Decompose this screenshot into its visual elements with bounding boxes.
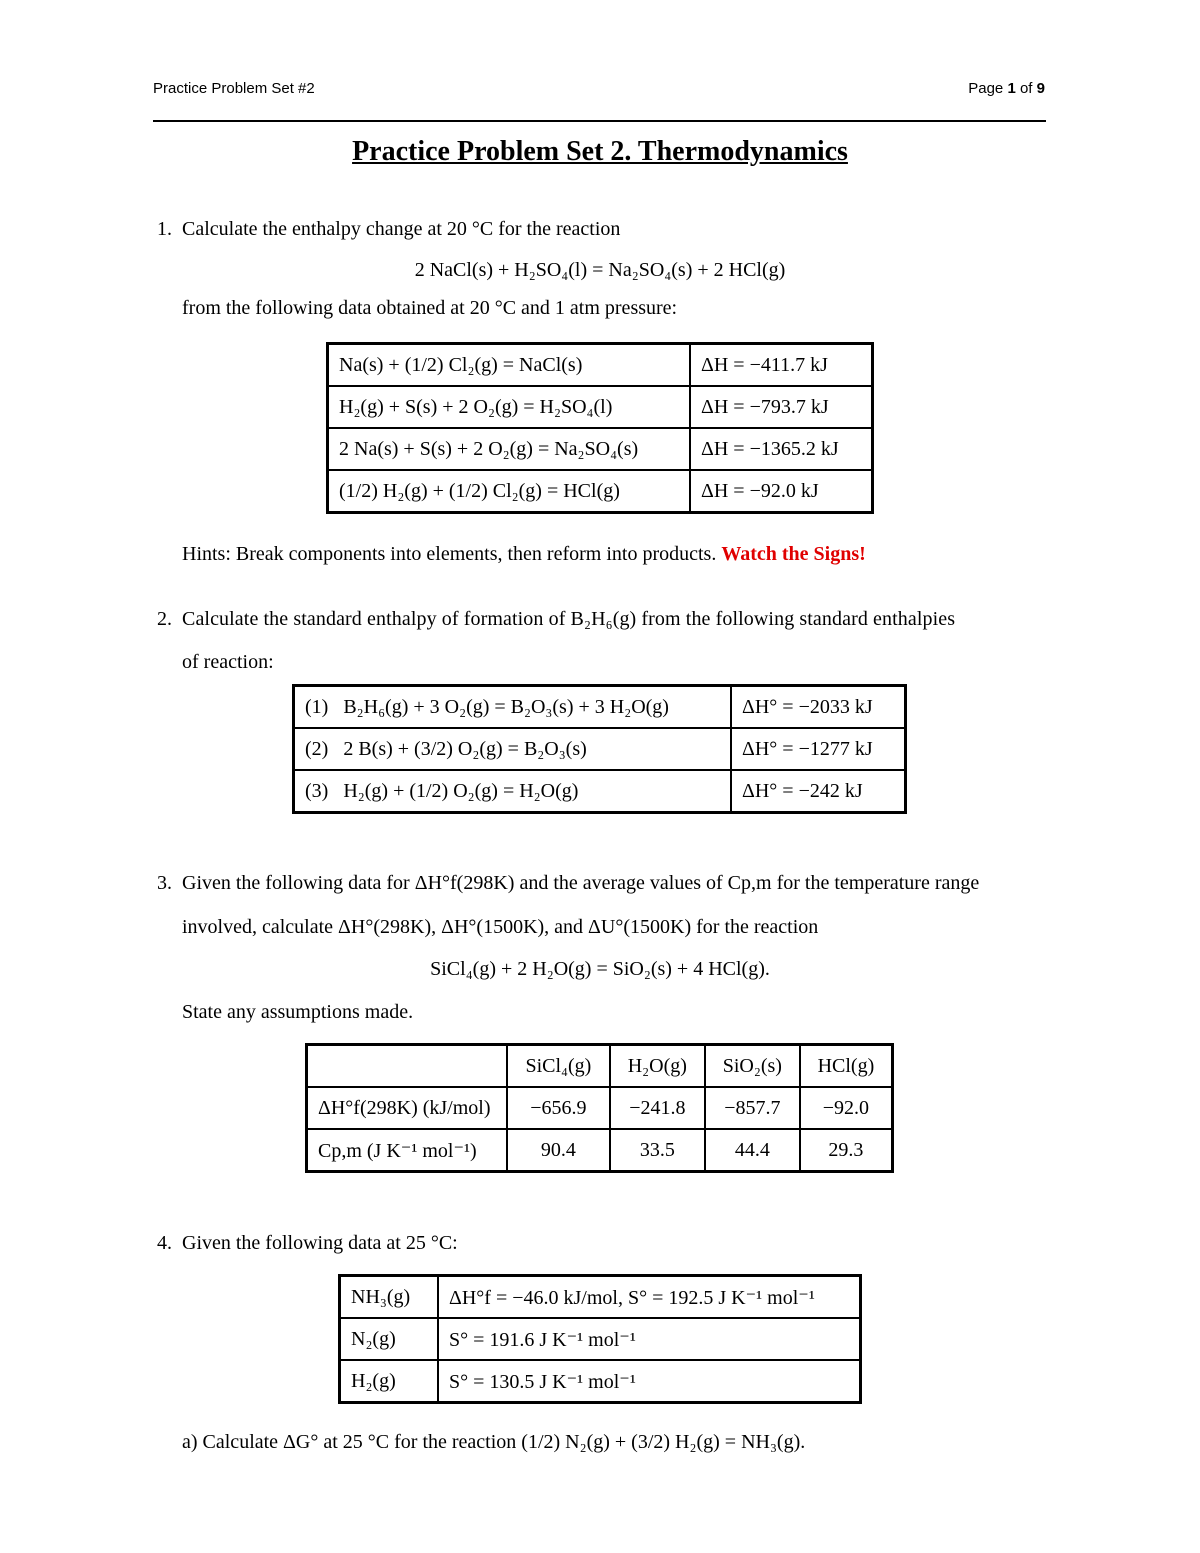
table-row <box>340 1276 861 1319</box>
reaction-cell <box>294 770 732 813</box>
table-cell: −92.0 <box>800 1087 893 1129</box>
enthalpy-cell: ΔH = −793.7 kJ <box>690 386 873 428</box>
reaction-cell: H₂(g) + S(s) + 2 O₂(g) = H₂SO₄(l) <box>328 386 691 428</box>
problem-1-data-intro: from the following data obtained at 20 °C and 1 atm pressure: <box>182 297 678 319</box>
problem-2-data-table <box>292 684 907 814</box>
table-row <box>294 770 906 813</box>
table-cell: 44.4 <box>705 1129 800 1172</box>
table-row <box>294 728 906 770</box>
empty-header-cell <box>307 1045 508 1088</box>
table-cell: 29.3 <box>800 1129 893 1172</box>
document-title: Practice Problem Set 2. Thermodynamics <box>352 136 848 167</box>
thermo-data-cell: ΔH°f = −46.0 kJ/mol, S° = 192.5 J K⁻¹ mol⁻¹ <box>438 1276 861 1319</box>
current-page-number: 1 <box>1007 80 1016 97</box>
reaction-label: (1) <box>305 695 329 718</box>
table-row <box>294 686 906 729</box>
header-divider <box>153 120 1046 122</box>
table-cell: −241.8 <box>610 1087 705 1129</box>
problem-4-part-a: a) Calculate ΔG° at 25 °C for the reaction (1/2) N₂(g) + (3/2) H₂(g) = NH₃(g). <box>182 1431 806 1453</box>
row-label: Cp,m (J K⁻¹ mol⁻¹) <box>307 1129 508 1172</box>
reaction-cell: Na(s) + (1/2) Cl₂(g) = NaCl(s) <box>328 344 691 387</box>
hint-warning: Watch the Signs! <box>721 543 866 565</box>
thermo-data-cell: S° = 130.5 J K⁻¹ mol⁻¹ <box>438 1360 861 1403</box>
hint-text: Hints: Break components into elements, then reform into products. <box>182 543 717 565</box>
problem-3-prompt-line-2: involved, calculate ΔH°(298K), ΔH°(1500K), and ΔU°(1500K) for the reaction <box>182 916 819 938</box>
reaction-label: (3) <box>305 779 329 802</box>
table-cell: −857.7 <box>705 1087 800 1129</box>
problem-1-reaction: 2 NaCl(s) + H₂SO₄(l) = Na₂SO₄(s) + 2 HCl(g) <box>414 259 786 281</box>
page-word: Page <box>968 80 1004 97</box>
enthalpy-cell: ΔH° = −2033 kJ <box>731 686 906 729</box>
problem-1-prompt: Calculate the enthalpy change at 20 °C for the reaction <box>182 218 621 240</box>
species-cell: H₂(g) <box>340 1360 439 1403</box>
running-header-title: Practice Problem Set #2 <box>153 80 315 97</box>
enthalpy-cell: ΔH° = −1277 kJ <box>731 728 906 770</box>
problem-3-number: 3. <box>157 872 172 894</box>
problem-1-hint <box>182 543 866 566</box>
problem-2-number: 2. <box>157 608 172 630</box>
table-cell: −656.9 <box>507 1087 610 1129</box>
reaction-cell <box>294 728 732 770</box>
problem-3-data-table <box>305 1043 894 1173</box>
reaction-equation: B₂H₆(g) + 3 O₂(g) = B₂O₃(s) + 3 H₂O(g) <box>343 695 669 718</box>
problem-2-prompt-line-2: of reaction: <box>182 651 274 673</box>
problem-3-assumptions: State any assumptions made. <box>182 1001 414 1023</box>
column-header: HCl(g) <box>800 1045 893 1088</box>
column-header: SiO₂(s) <box>705 1045 800 1088</box>
row-label: ΔH°f(298K) (kJ/mol) <box>307 1087 508 1129</box>
total-pages-number: 9 <box>1036 80 1045 97</box>
problem-3-prompt-line-1: Given the following data for ΔH°f(298K) and the average values of Cp,m for the temperature range <box>182 872 980 894</box>
problem-2-prompt-line-1: Calculate the standard enthalpy of formation of B₂H₆(g) from the following standard enthalpies <box>182 608 956 630</box>
page-number-indicator <box>968 80 1045 97</box>
table-row <box>328 470 873 513</box>
enthalpy-cell: ΔH = −92.0 kJ <box>690 470 873 513</box>
species-cell: N₂(g) <box>340 1318 439 1360</box>
of-word: of <box>1019 80 1033 97</box>
table-header-row <box>307 1045 893 1088</box>
reaction-cell: 2 Na(s) + S(s) + 2 O₂(g) = Na₂SO₄(s) <box>328 428 691 470</box>
problem-1-data-table <box>326 342 874 514</box>
table-row <box>307 1129 893 1172</box>
reaction-label: (2) <box>305 737 329 760</box>
column-header: SiCl₄(g) <box>507 1045 610 1088</box>
thermo-data-cell: S° = 191.6 J K⁻¹ mol⁻¹ <box>438 1318 861 1360</box>
reaction-equation: 2 B(s) + (3/2) O₂(g) = B₂O₃(s) <box>343 737 587 760</box>
enthalpy-cell: ΔH = −411.7 kJ <box>690 344 873 387</box>
species-cell: NH₃(g) <box>340 1276 439 1319</box>
table-row <box>307 1087 893 1129</box>
column-header: H₂O(g) <box>610 1045 705 1088</box>
problem-3-reaction: SiCl₄(g) + 2 H₂O(g) = SiO₂(s) + 4 HCl(g). <box>430 958 770 980</box>
problem-1-number: 1. <box>157 218 172 240</box>
enthalpy-cell: ΔH° = −242 kJ <box>731 770 906 813</box>
table-row <box>340 1360 861 1403</box>
reaction-cell: (1/2) H₂(g) + (1/2) Cl₂(g) = HCl(g) <box>328 470 691 513</box>
table-row <box>340 1318 861 1360</box>
table-row <box>328 428 873 470</box>
reaction-equation: H₂(g) + (1/2) O₂(g) = H₂O(g) <box>343 779 579 802</box>
reaction-cell <box>294 686 732 729</box>
table-cell: 33.5 <box>610 1129 705 1172</box>
table-row <box>328 344 873 387</box>
table-cell: 90.4 <box>507 1129 610 1172</box>
problem-4-data-table <box>338 1274 862 1404</box>
problem-4-number: 4. <box>157 1232 172 1254</box>
enthalpy-cell: ΔH = −1365.2 kJ <box>690 428 873 470</box>
table-row <box>328 386 873 428</box>
problem-4-prompt: Given the following data at 25 °C: <box>182 1232 458 1254</box>
